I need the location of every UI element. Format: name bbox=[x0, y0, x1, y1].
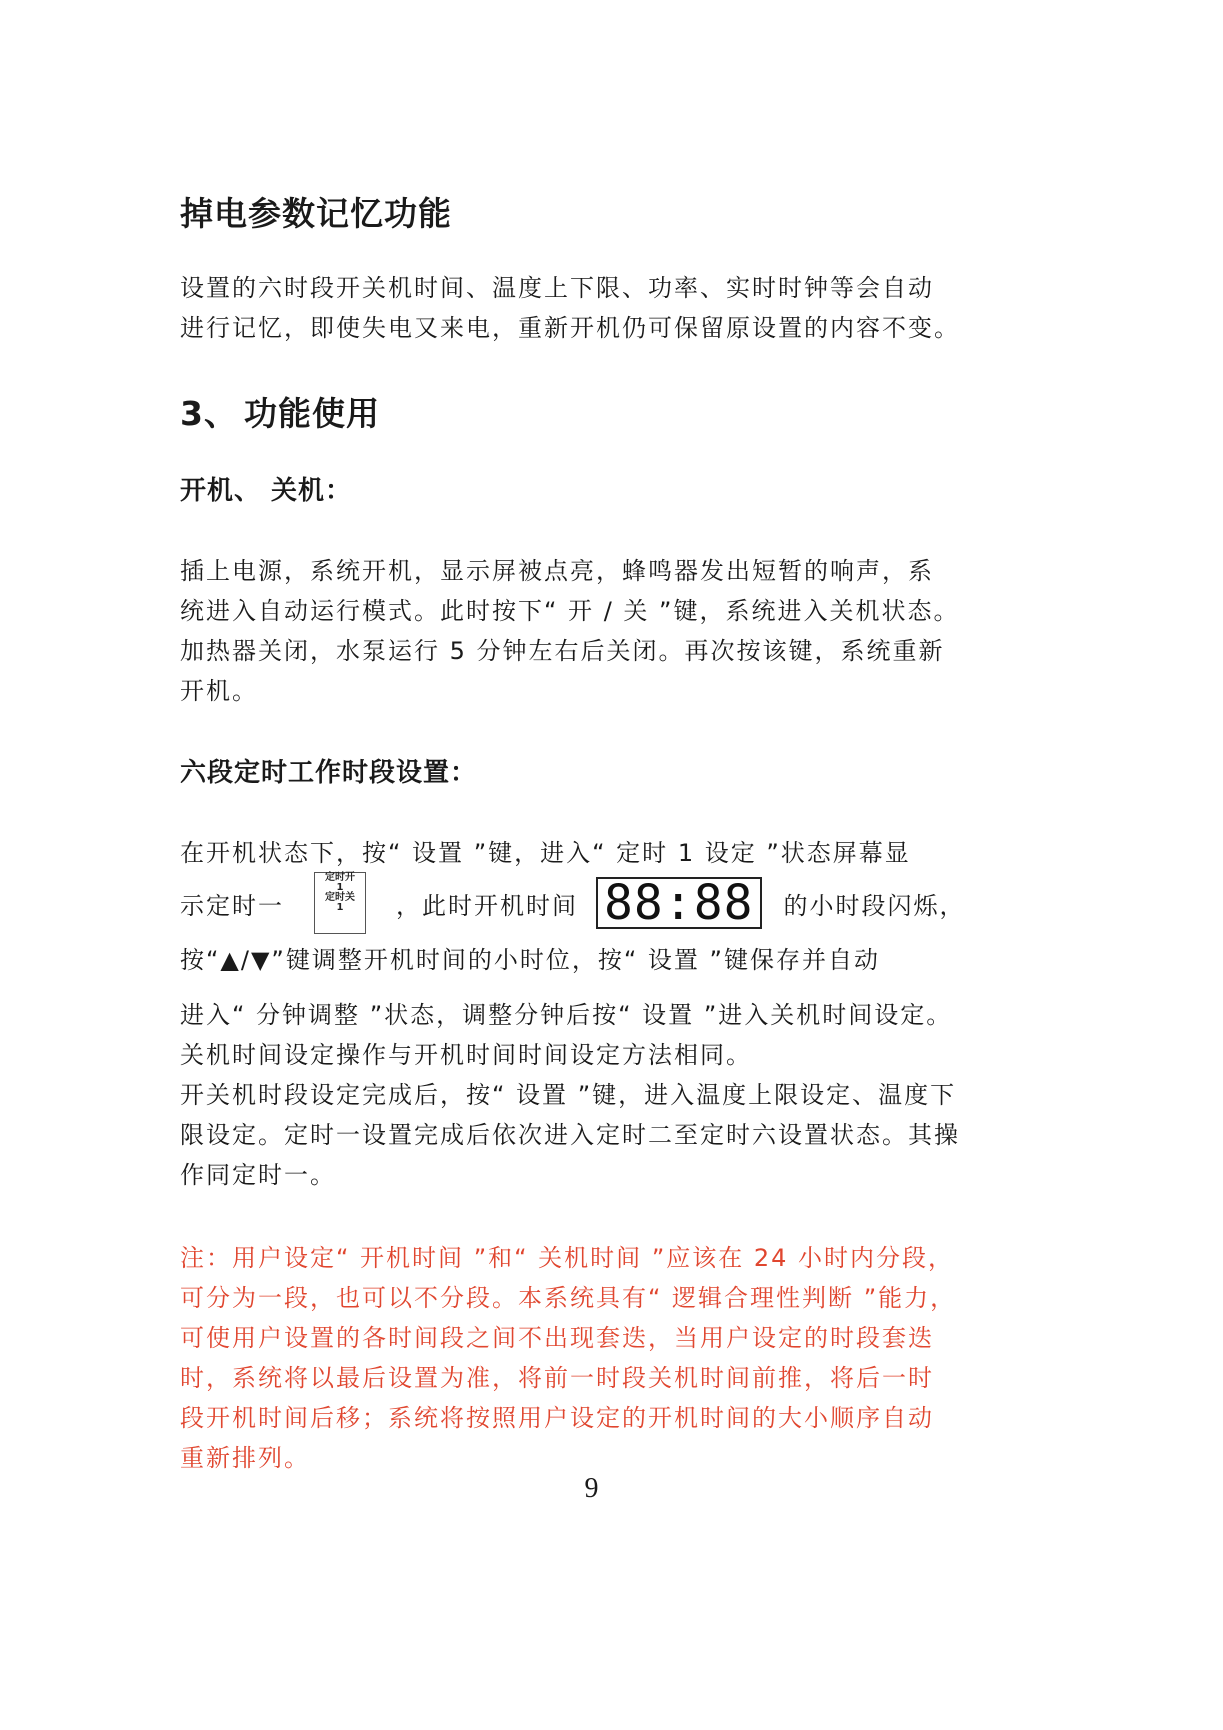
six-segment-timer-heading: 六段定时工作时段设置： bbox=[180, 758, 478, 788]
timer-line-3: 按“▲/▼”键调整开机时间的小时位，按“ 设置 ”键保存并自动 bbox=[180, 946, 880, 974]
timer-inline-middle: ，此时开机时间 bbox=[396, 891, 578, 920]
timer-indicator-icon bbox=[314, 872, 366, 934]
power-memory-heading: 掉电参数记忆功能 bbox=[180, 194, 452, 233]
icon-text-timer-on: 定时开 bbox=[325, 872, 355, 883]
timer-line-7: 限设定。定时一设置完成后依次进入定时二至定时六设置状态。其操 bbox=[180, 1121, 960, 1149]
icon-text-1a: 1 bbox=[336, 882, 344, 893]
timer-line-6: 开关机时段设定完成后，按“ 设置 ”键，进入温度上限设定、温度下 bbox=[180, 1081, 957, 1109]
icon-text-timer-off: 定时关 bbox=[325, 892, 355, 903]
timer-inline-prefix: 示定时一 bbox=[180, 891, 284, 920]
timer-inline-row bbox=[180, 873, 966, 933]
timer-line-5: 关机时间设定操作与开机时间时间设定方法相同。 bbox=[180, 1041, 752, 1069]
icon-text-1b: 1 bbox=[336, 902, 344, 913]
lcd-time-display: 88:88 bbox=[596, 877, 762, 929]
usage-section-title: 功能使用 bbox=[244, 394, 380, 433]
power-memory-line-1: 设置的六时段开关机时间、温度上下限、功率、实时时钟等会自动 bbox=[180, 274, 934, 302]
timer-line-8: 作同定时一。 bbox=[180, 1161, 336, 1189]
usage-heading bbox=[180, 388, 380, 435]
note-line-3: 可使用户设置的各时间段之间不出现套迭，当用户设定的时段套迭 bbox=[180, 1324, 934, 1352]
timer-inline-suffix: 的小时段闪烁， bbox=[783, 891, 966, 920]
note-line-6: 重新排列。 bbox=[180, 1444, 310, 1472]
page-number: 9 bbox=[584, 1473, 599, 1504]
timer-line-4: 进入“ 分钟调整 ”状态，调整分钟后按“ 设置 ”进入关机时间设定。 bbox=[180, 1001, 953, 1029]
power-on-off-line-3: 加热器关闭，水泵运行 5 分钟左右后关闭。再次按该键，系统重新 bbox=[180, 637, 945, 665]
note-line-5: 段开机时间后移；系统将按照用户设定的开机时间的大小顺序自动 bbox=[180, 1404, 934, 1432]
usage-section-number: 3、 bbox=[180, 394, 238, 433]
power-on-off-line-2: 统进入自动运行模式。此时按下“ 开 / 关 ”键，系统进入关机状态。 bbox=[180, 597, 960, 625]
note-line-1: 注：用户设定“ 开机时间 ”和“ 关机时间 ”应该在 24 小时内分段， bbox=[180, 1244, 955, 1272]
note-line-2: 可分为一段，也可以不分段。本系统具有“ 逻辑合理性判断 ”能力， bbox=[180, 1284, 957, 1312]
note-line-4: 时，系统将以最后设置为准，将前一时段关机时间前推，将后一时 bbox=[180, 1364, 934, 1392]
timer-line-1: 在开机状态下，按“ 设置 ”键，进入“ 定时 1 设定 ”状态屏幕显 bbox=[180, 839, 911, 867]
power-memory-line-2: 进行记忆，即使失电又来电，重新开机仍可保留原设置的内容不变。 bbox=[180, 314, 960, 342]
power-on-off-line-4: 开机。 bbox=[180, 677, 258, 705]
power-on-off-heading: 开机、 关机： bbox=[180, 476, 353, 506]
power-on-off-line-1: 插上电源，系统开机，显示屏被点亮，蜂鸣器发出短暂的响声，系 bbox=[180, 557, 934, 585]
